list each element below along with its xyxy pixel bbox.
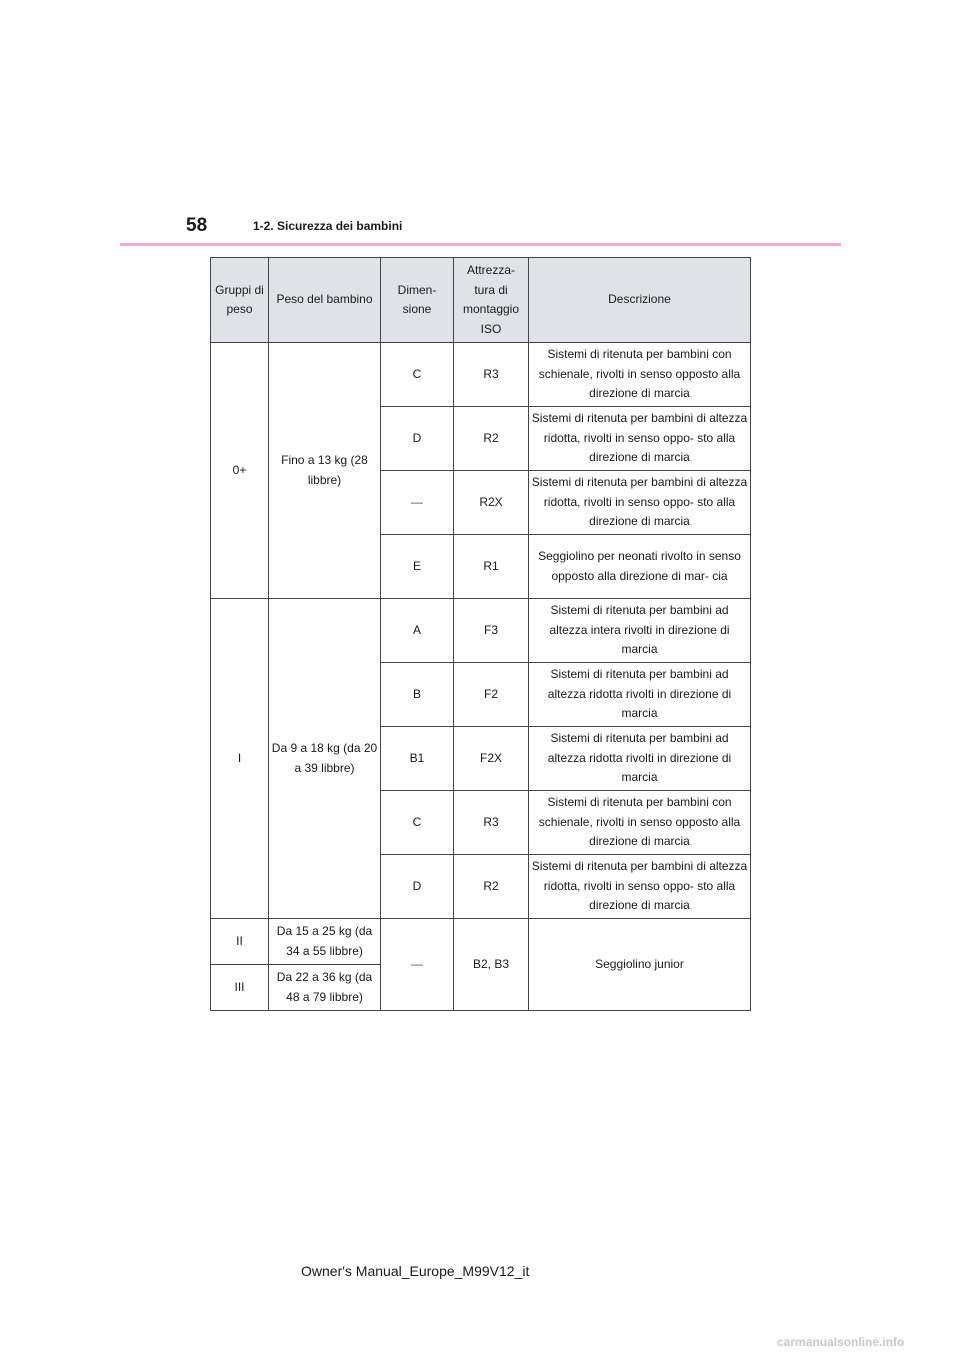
table-row <box>211 343 751 407</box>
fixture-cell: B2, B3 <box>454 919 529 1011</box>
weight-cell: Da 22 a 36 kg (da 48 a 79 libbre) <box>269 965 381 1011</box>
fixture-cell: F2 <box>454 663 529 727</box>
description-cell: Sistemi di ritenuta per bambini ad altezza intera rivolti in direzione di marcia <box>529 599 751 663</box>
size-cell: E <box>381 535 454 599</box>
table-row <box>211 599 751 663</box>
size-cell: B1 <box>381 727 454 791</box>
group-cell: II <box>211 919 269 965</box>
table-header-row <box>211 258 751 343</box>
description-cell: Sistemi di ritenuta per bambini di altezza ridotta, rivolti in senso oppo- sto alla direzione di marcia <box>529 855 751 919</box>
group-cell: I <box>211 599 269 919</box>
child-seat-size-table <box>210 257 751 1011</box>
description-cell: Seggiolino junior <box>529 919 751 1011</box>
size-cell: C <box>381 791 454 855</box>
header-iso-fixture: Attrezza- tura di montaggio ISO <box>454 258 529 343</box>
fixture-cell: F3 <box>454 599 529 663</box>
size-cell: D <box>381 407 454 471</box>
section-title: 1-2. Sicurezza dei bambini <box>253 219 403 233</box>
description-cell: Sistemi di ritenuta per bambini di altezza ridotta, rivolti in senso oppo- sto alla direzione di marcia <box>529 471 751 535</box>
page-number: 58 <box>186 215 208 236</box>
description-cell: Sistemi di ritenuta per bambini di altezza ridotta, rivolti in senso oppo- sto alla direzione di marcia <box>529 407 751 471</box>
weight-cell: Fino a 13 kg (28 libbre) <box>269 343 381 599</box>
size-cell: — <box>381 919 454 1011</box>
fixture-cell: F2X <box>454 727 529 791</box>
size-cell: C <box>381 343 454 407</box>
header-description: Descrizione <box>529 258 751 343</box>
watermark[interactable]: carmanualsonline.info <box>777 1335 905 1349</box>
size-cell: D <box>381 855 454 919</box>
group-cell: 0+ <box>211 343 269 599</box>
header-size: Dimen- sione <box>381 258 454 343</box>
table-row <box>211 919 751 965</box>
footer-manual-id: Owner's Manual_Europe_M99V12_it <box>301 1263 530 1279</box>
fixture-cell: R3 <box>454 791 529 855</box>
description-cell: Seggiolino per neonati rivolto in senso opposto alla direzione di mar- cia <box>529 535 751 599</box>
description-cell: Sistemi di ritenuta per bambini con schienale, rivolti in senso opposto alla direzione di marcia <box>529 791 751 855</box>
fixture-cell: R2 <box>454 855 529 919</box>
size-cell: B <box>381 663 454 727</box>
description-cell: Sistemi di ritenuta per bambini con schienale, rivolti in senso opposto alla direzione di marcia <box>529 343 751 407</box>
size-cell: — <box>381 471 454 535</box>
description-cell: Sistemi di ritenuta per bambini ad altezza ridotta rivolti in direzione di marcia <box>529 727 751 791</box>
header-child-weight: Peso del bambino <box>269 258 381 343</box>
header-divider <box>120 243 841 246</box>
group-cell: III <box>211 965 269 1011</box>
fixture-cell: R3 <box>454 343 529 407</box>
fixture-cell: R1 <box>454 535 529 599</box>
header-weight-group: Gruppi di peso <box>211 258 269 343</box>
weight-cell: Da 9 a 18 kg (da 20 a 39 libbre) <box>269 599 381 919</box>
size-cell: A <box>381 599 454 663</box>
description-cell: Sistemi di ritenuta per bambini ad altezza ridotta rivolti in direzione di marcia <box>529 663 751 727</box>
fixture-cell: R2X <box>454 471 529 535</box>
fixture-cell: R2 <box>454 407 529 471</box>
weight-cell: Da 15 a 25 kg (da 34 a 55 libbre) <box>269 919 381 965</box>
